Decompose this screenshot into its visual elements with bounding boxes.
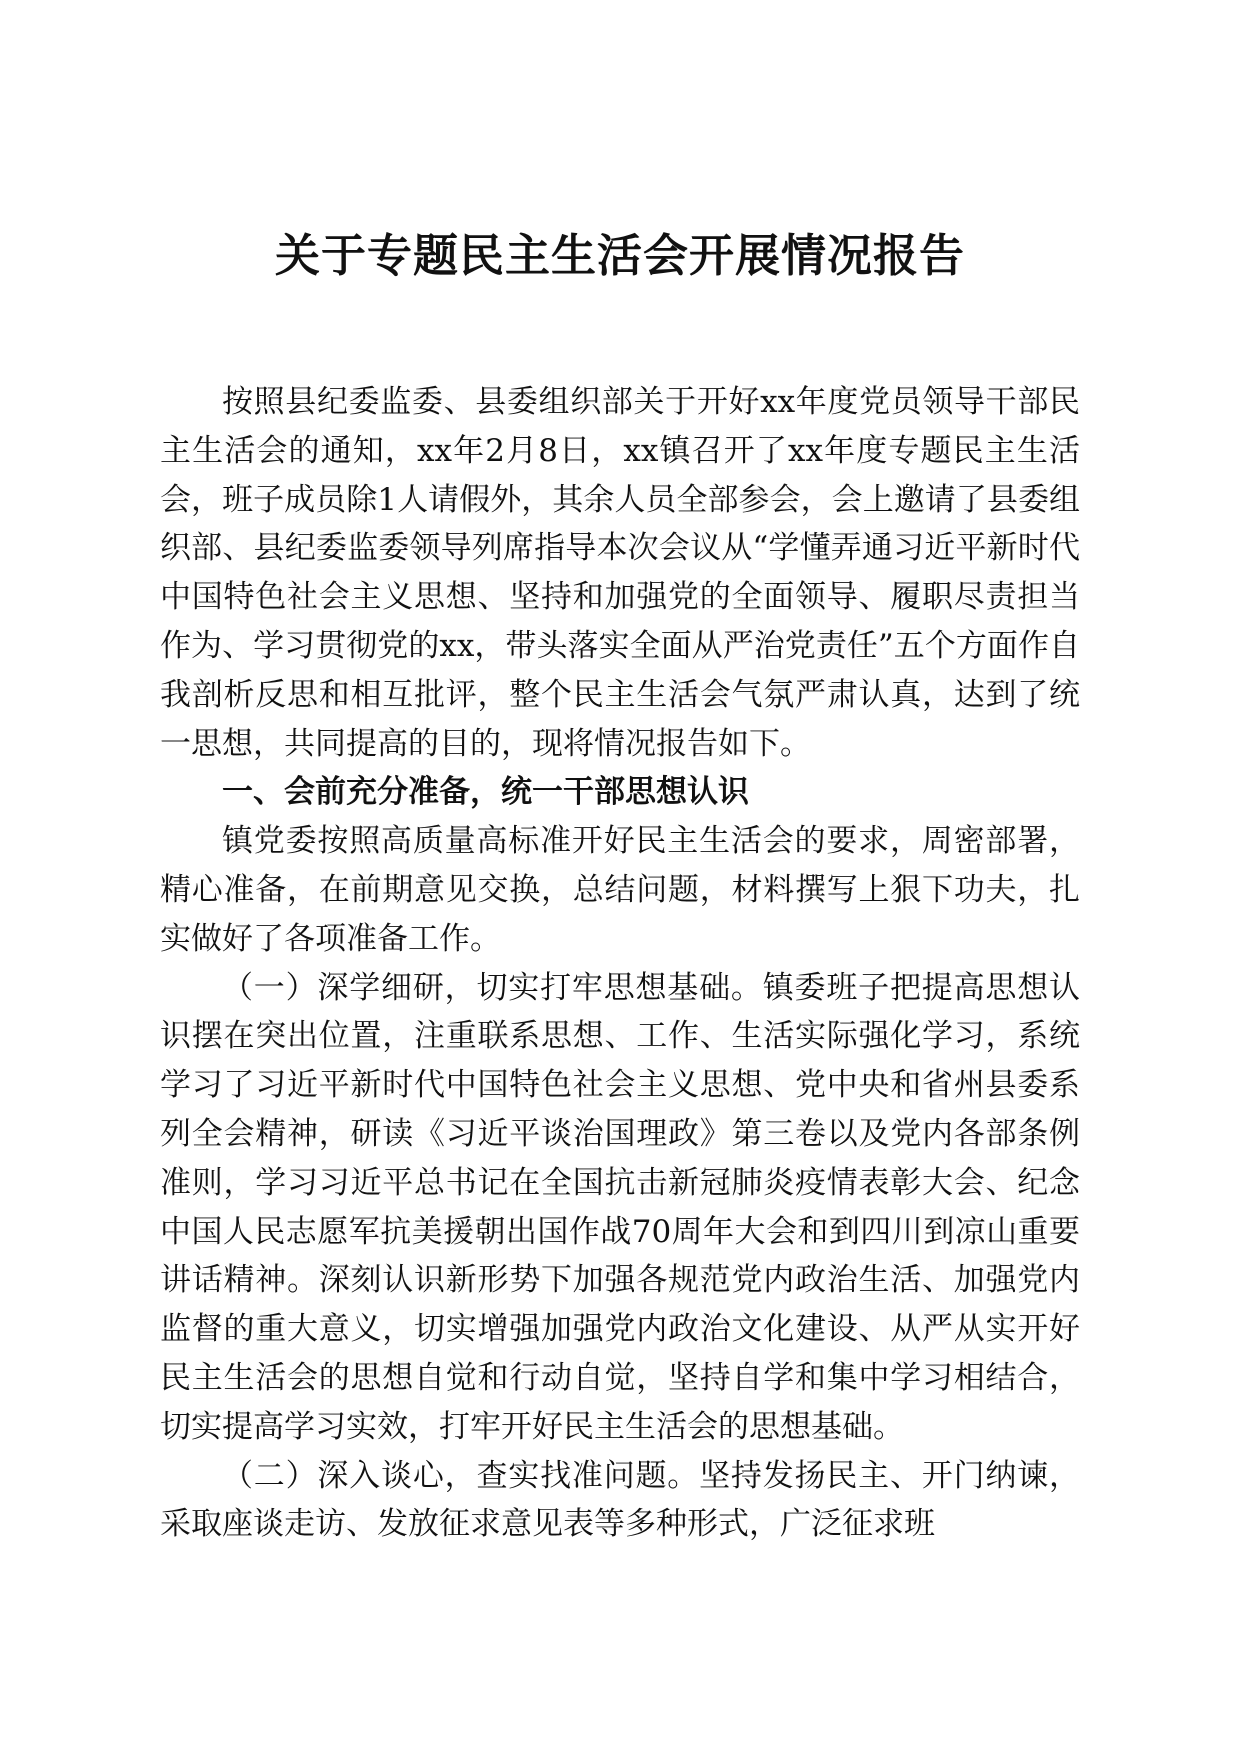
section-1-intro-paragraph: 镇党委按照高质量高标准开好民主生活会的要求，周密部署，精心准备，在前期意见交换，总结问题，材料撰写上狠下功夫，扎实做好了各项准备工作。	[160, 823, 1080, 957]
document-body	[160, 378, 1080, 1549]
subsection-2-paragraph: （二）深入谈心，查实找准问题。坚持发扬民主、开门纳谏，采取座谈走访、发放征求意见表等多种形式，广泛征求班	[160, 1457, 1080, 1543]
intro-paragraph: 按照县纪委监委、县委组织部关于开好xx年度党员领导干部民主生活会的通知，xx年2月8日，xx镇召开了xx年度专题民主生活会，班子成员除1人请假外，其余人员全部参会，会上邀请了县委组织部、县纪委监委领导列席指导本次会议从“学懂弄通习近平新时代中国特色社会主义思想、坚持和加强党的全面领导、履职尽责担当作为、学习贯彻党的xx，带头落实全面从严治党责任”五个方面作自我剖析反思和相互批评，整个民主生活会气氛严肃认真，达到了统一思想，共同提高的目的，现将情况报告如下。	[160, 384, 1080, 762]
section-heading-1: 一、会前充分准备，统一干部思想认识	[222, 774, 749, 811]
document-title: 关于专题民主生活会开展情况报告	[274, 229, 965, 282]
subsection-1-paragraph: （一）深学细研，切实打牢思想基础。镇委班子把提高思想认识摆在突出位置，注重联系思想、工作、生活实际强化学习，系统学习了习近平新时代中国特色社会主义思想、党中央和省州县委系列全会精神，研读《习近平谈治国理政》第三卷以及党内各部条例准则，学习习近平总书记在全国抗击新冠肺炎疫情表彰大会、纪念中国人民志愿军抗美援朝出国作战70周年大会和到四川到凉山重要讲话精神。深刻认识新形势下加强各规范党内政治生活、加强党内监督的重大意义，切实增强加强党内政治文化建设、从严从实开好民主生活会的思想自觉和行动自觉，坚持自学和集中学习相结合，切实提高学习实效，打牢开好民主生活会的思想基础。	[160, 969, 1080, 1445]
